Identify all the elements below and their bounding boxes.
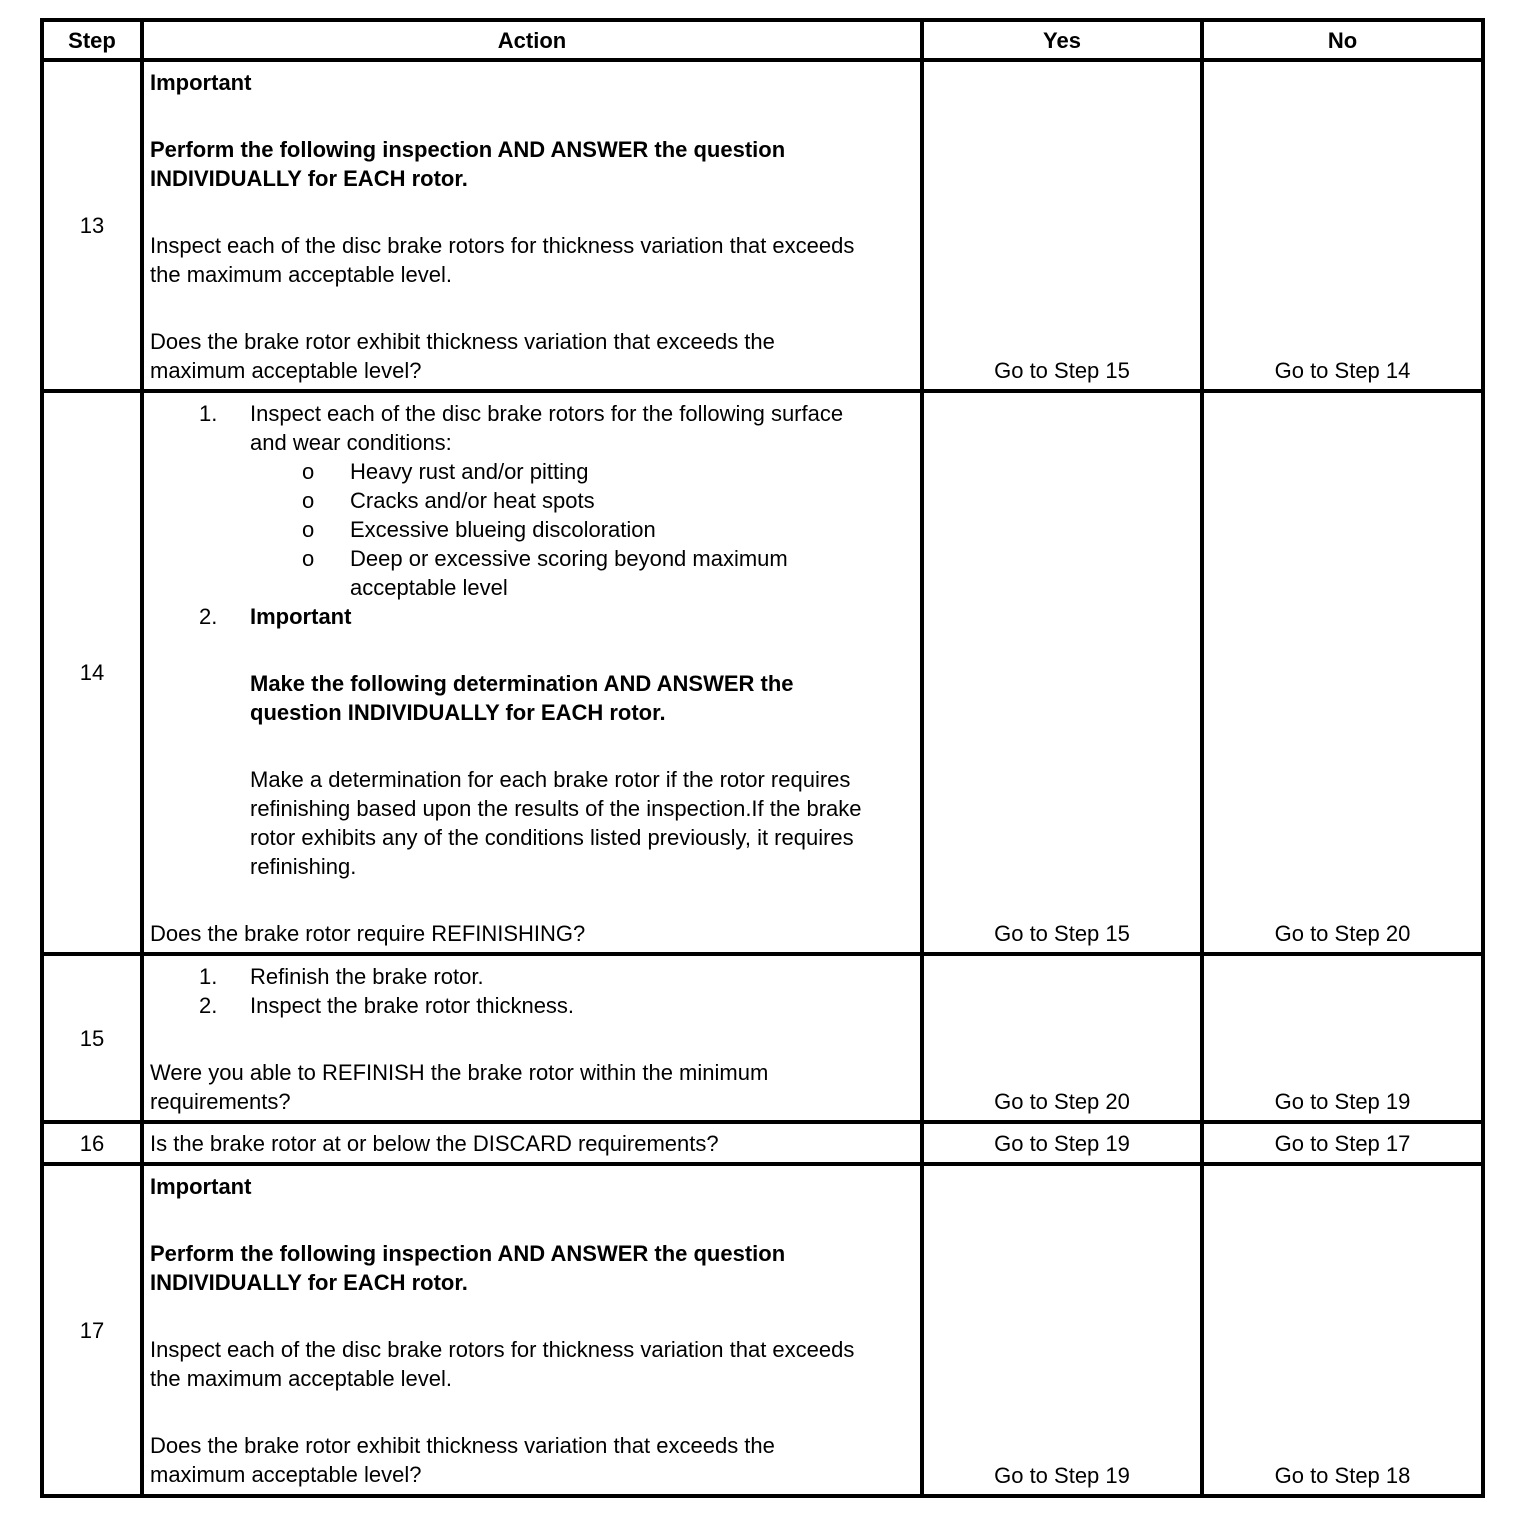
diagnostic-table bbox=[40, 18, 1485, 1498]
table-row-step-13 bbox=[42, 60, 1483, 391]
condition: Deep or excessive scoring beyond maximum acceptable level bbox=[350, 546, 788, 600]
condition: Cracks and/or heat spots bbox=[350, 488, 595, 513]
table-row-step-15 bbox=[42, 954, 1483, 1122]
yes-result: Go to Step 19 bbox=[922, 1122, 1202, 1164]
action-cell bbox=[142, 1164, 922, 1496]
question: Were you able to REFINISH the brake rotor within the minimum requirements? bbox=[150, 1060, 769, 1114]
bullet-icon: o bbox=[302, 546, 315, 571]
yes-result: Go to Step 20 bbox=[922, 954, 1202, 1122]
question: Does the brake rotor exhibit thickness variation that exceeds the maximum acceptable level? bbox=[150, 329, 775, 383]
yes-result: Go to Step 15 bbox=[922, 60, 1202, 391]
item-text: Inspect the brake rotor thickness. bbox=[250, 993, 575, 1018]
item-text: Inspect each of the disc brake rotors for the following surface and wear conditions: bbox=[250, 401, 844, 455]
no-result: Go to Step 20 bbox=[1202, 391, 1483, 954]
table-row-step-16 bbox=[42, 1122, 1483, 1164]
instruction: Inspect each of the disc brake rotors for thickness variation that exceeds the maximum acceptable level. bbox=[150, 233, 855, 287]
action-cell bbox=[142, 391, 922, 954]
yes-result: Go to Step 19 bbox=[922, 1164, 1202, 1496]
question: Does the brake rotor exhibit thickness variation that exceeds the maximum acceptable level? bbox=[150, 1433, 775, 1487]
important-label: Important bbox=[150, 1174, 252, 1199]
table-row-step-14 bbox=[42, 391, 1483, 954]
question: Is the brake rotor at or below the DISCARD requirements? bbox=[142, 1122, 922, 1164]
list-item bbox=[150, 399, 914, 881]
step-number: 17 bbox=[42, 1164, 142, 1496]
item-number: 2. bbox=[199, 604, 218, 629]
bullet-icon: o bbox=[302, 517, 315, 542]
important-note: Perform the following inspection AND ANSWER the question INDIVIDUALLY for EACH rotor. bbox=[150, 1241, 786, 1295]
instruction: Make a determination for each brake rotor if the rotor requires refinishing based upon the results of the inspection.If the brake rotor exhibits any of the conditions listed previously, it requires refinishing. bbox=[250, 767, 862, 879]
header-row bbox=[42, 20, 1483, 60]
step-number: 14 bbox=[42, 391, 142, 954]
no-result: Go to Step 17 bbox=[1202, 1122, 1483, 1164]
item-text: Refinish the brake rotor. bbox=[250, 964, 484, 989]
bullet-icon: o bbox=[302, 459, 315, 484]
action-cell bbox=[142, 954, 922, 1122]
action-cell bbox=[142, 60, 922, 391]
item-number: 1. bbox=[199, 401, 218, 426]
header-no: No bbox=[1202, 20, 1483, 60]
step-number: 16 bbox=[42, 1122, 142, 1164]
header-step: Step bbox=[42, 20, 142, 60]
item-number: 1. bbox=[199, 964, 218, 989]
step-number: 15 bbox=[42, 954, 142, 1122]
no-result: Go to Step 19 bbox=[1202, 954, 1483, 1122]
header-yes: Yes bbox=[922, 20, 1202, 60]
yes-result: Go to Step 15 bbox=[922, 391, 1202, 954]
no-result: Go to Step 14 bbox=[1202, 60, 1483, 391]
item-number: 2. bbox=[199, 993, 218, 1018]
instruction: Inspect each of the disc brake rotors for thickness variation that exceeds the maximum acceptable level. bbox=[150, 1337, 855, 1391]
important-note: Make the following determination AND ANSWER the question INDIVIDUALLY for EACH rotor. bbox=[250, 671, 794, 725]
step-number: 13 bbox=[42, 60, 142, 391]
bullet-icon: o bbox=[302, 488, 315, 513]
important-label: Important bbox=[250, 604, 352, 629]
question: Does the brake rotor require REFINISHING? bbox=[150, 921, 586, 946]
no-result: Go to Step 18 bbox=[1202, 1164, 1483, 1496]
condition: Heavy rust and/or pitting bbox=[350, 459, 589, 484]
header-action: Action bbox=[142, 20, 922, 60]
table-row-step-17 bbox=[42, 1164, 1483, 1496]
condition: Excessive blueing discoloration bbox=[350, 517, 656, 542]
important-note: Perform the following inspection AND ANSWER the question INDIVIDUALLY for EACH rotor. bbox=[150, 137, 786, 191]
important-label: Important bbox=[150, 70, 252, 95]
